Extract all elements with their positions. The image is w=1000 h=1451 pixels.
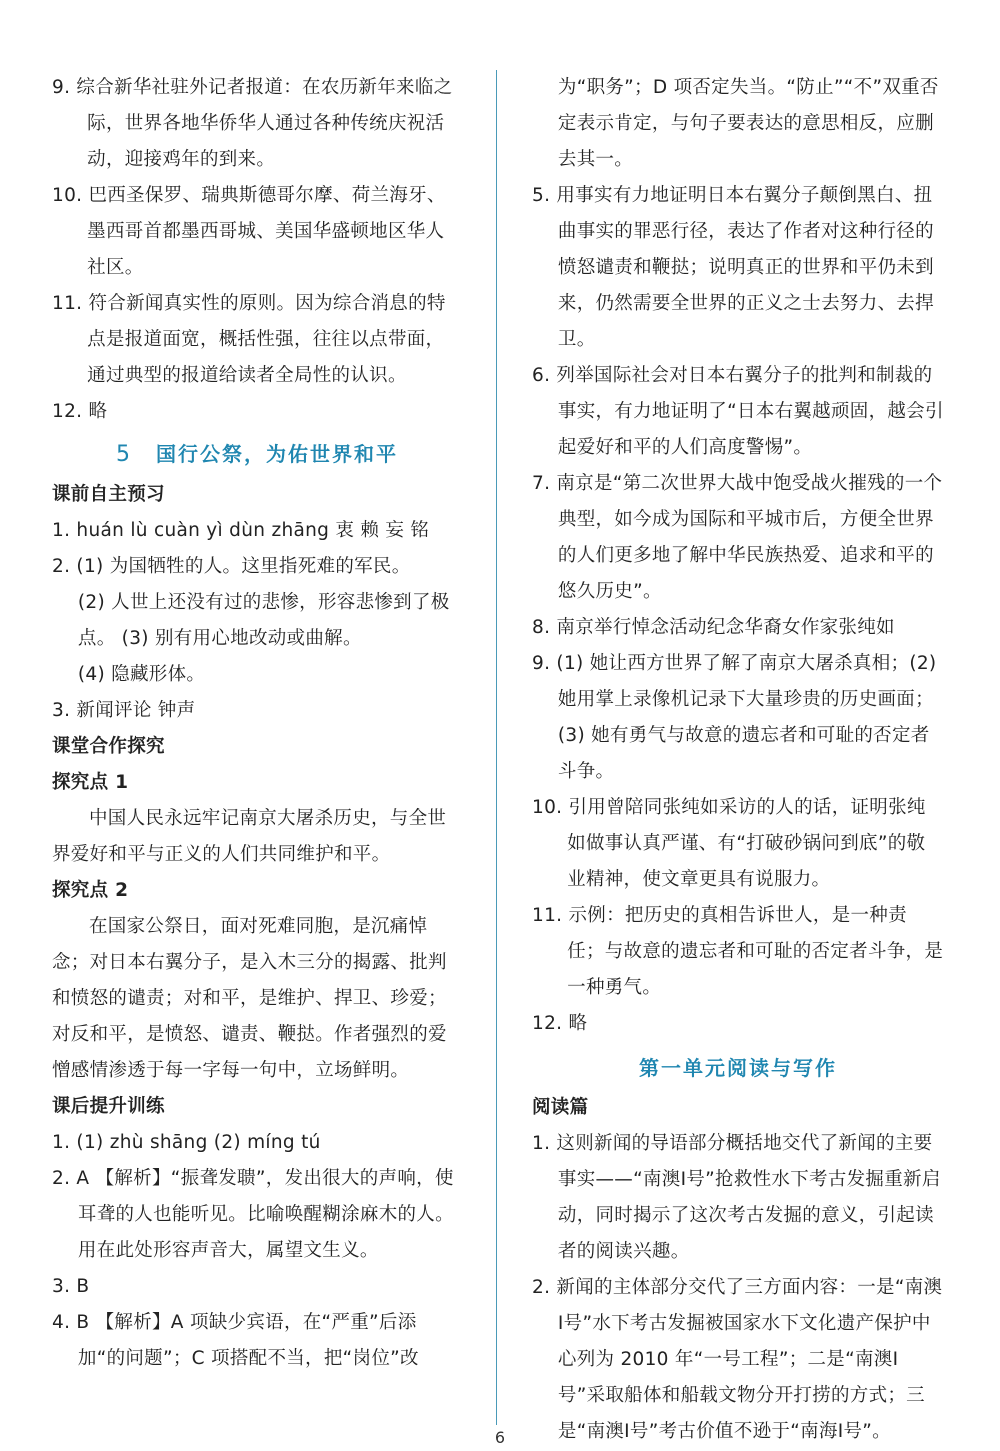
left-column (52, 70, 462, 1377)
answer-item: 11. 示例：把历史的真相告诉世人，是一种责任；与故意的遗忘者和可耻的否定者斗争，是一种勇气。 (532, 905, 944, 998)
unit-title: 第一单元阅读与写作 (639, 1056, 837, 1080)
answer-item: 3. B (52, 1276, 90, 1297)
column-divider (496, 70, 497, 1425)
section-heading-reading: 阅读篇 (532, 1097, 589, 1118)
answer-item: 10. 引用曾陪同张纯如采访的人的话，证明张纯如做事认真严谨、有“打破砂锅问到底”的敬业精神，使文章更具有说服力。 (532, 797, 926, 890)
answer-item: 12. 略 (532, 1013, 588, 1034)
answer-item: 5. 用事实有力地证明日本右翼分子颠倒黑白、扭曲事实的罪恶行径，表达了作者对这种行径的愤怒谴责和鞭挞；说明真正的世界和平仍未到来，仍然需要全世界的正义之士去努力、去捍卫。 (532, 185, 934, 350)
answer-item: 7. 南京是“第二次世界大战中饱受战火摧残的一个典型，如今成为国际和平城市后，方便全世界的人们更多地了解中华民族热爱、追求和平的悠久历史”。 (532, 473, 943, 602)
section-heading-class: 课堂合作探究 (52, 736, 165, 757)
lesson-title (52, 436, 462, 473)
answer-item: 10. 巴西圣保罗、瑞典斯德哥尔摩、荷兰海牙、墨西哥首都墨西哥城、美国华盛顿地区华人社区。 (52, 185, 446, 278)
answer-item: 9. 综合新华社驻外记者报道：在农历新年来临之际，世界各地华侨华人通过各种传统庆祝活动，迎接鸡年的到来。 (52, 77, 453, 170)
answer-item: 3. 新闻评论 钟声 (52, 700, 196, 721)
answer-continuation: 为“职务”；D 项否定失当。“防止”“不”双重否定表示肯定，与句子要表达的意思相反，应删去其一。 (557, 77, 939, 170)
answer-item: 12. 略 (52, 401, 108, 422)
point-heading-2: 探究点 2 (52, 880, 129, 901)
point-text-2: 在国家公祭日，面对死难同胞，是沉痛悼念；对日本右翼分子，是入木三分的揭露、批判和愤怒的谴责；对和平，是维护、捍卫、珍爱；对反和平，是愤怒、谴责、鞭挞。作者强烈的爱憎感情渗透于每一字每一句中，立场鲜明。 (52, 916, 447, 1081)
page-number: 6 (494, 1428, 506, 1447)
answer-subitem: (2) 人世上还没有过的悲惨，形容悲惨到了极点。 (3) 别有用心地改动或曲解。 (77, 592, 450, 649)
answer-item: 9. (1) 她让西方世界了解了南京大屠杀真相；(2) 她用掌上录像机记录下大量珍贵的历史画面；(3) 她有勇气与故意的遗忘者和可耻的否定者斗争。 (532, 653, 937, 782)
answer-item: 2. A 【解析】“振聋发聩”，发出很大的声响，使耳聋的人也能听见。比喻唤醒糊涂麻木的人。用在此处形容声音大，属望文生义。 (52, 1168, 454, 1261)
answer-item: 2. (1) 为国牺牲的人。这里指死难的军民。 (52, 556, 411, 577)
right-column (532, 70, 944, 1450)
point-text-1: 中国人民永远牢记南京大屠杀历史，与全世界爱好和平与正义的人们共同维护和平。 (52, 808, 447, 865)
answer-item: 2. 新闻的主体部分交代了三方面内容：一是“南澳Ⅰ号”水下考古发掘被国家水下文化遗产保护中心列为 2010 年“一号工程”；二是“南澳Ⅰ号”采取船体和船载文物分开打捞的方式；三是“南澳Ⅰ号”考古价值不逊于“南海Ⅰ号”。 (532, 1277, 943, 1442)
answer-subitem: (4) 隐藏形体。 (77, 664, 206, 685)
point-heading-1: 探究点 1 (52, 772, 129, 793)
answer-item: 4. B 【解析】A 项缺少宾语，在“严重”后添加“的问题”；C 项搭配不当，把“岗位”改 (52, 1312, 419, 1369)
lesson-title-text: 国行公祭，为佑世界和平 (156, 442, 398, 466)
answer-item: 8. 南京举行悼念活动纪念华裔女作家张纯如 (532, 617, 895, 638)
answer-item: 1. huán lù cuàn yì dùn zhāng 衷 赖 妄 铭 (52, 520, 430, 541)
section-heading-after: 课后提升训练 (52, 1096, 165, 1117)
section-heading-preview: 课前自主预习 (52, 484, 165, 505)
answer-item: 1. 这则新闻的导语部分概括地交代了新闻的主要事实——“南澳Ⅰ号”抢救性水下考古发掘重新启动，同时揭示了这次考古发掘的意义，引起读者的阅读兴趣。 (532, 1133, 941, 1262)
answer-item: 1. (1) zhù shāng (2) míng tú (52, 1132, 321, 1153)
answer-item: 11. 符合新闻真实性的原则。因为综合消息的特点是报道面宽，概括性强，往往以点带面，通过典型的报道给读者全局性的认识。 (52, 293, 446, 386)
lesson-number: 5 (116, 442, 132, 467)
answer-item: 6. 列举国际社会对日本右翼分子的批判和制裁的事实，有力地证明了“日本右翼越顽固，越会引起爱好和平的人们高度警惕”。 (532, 365, 944, 458)
